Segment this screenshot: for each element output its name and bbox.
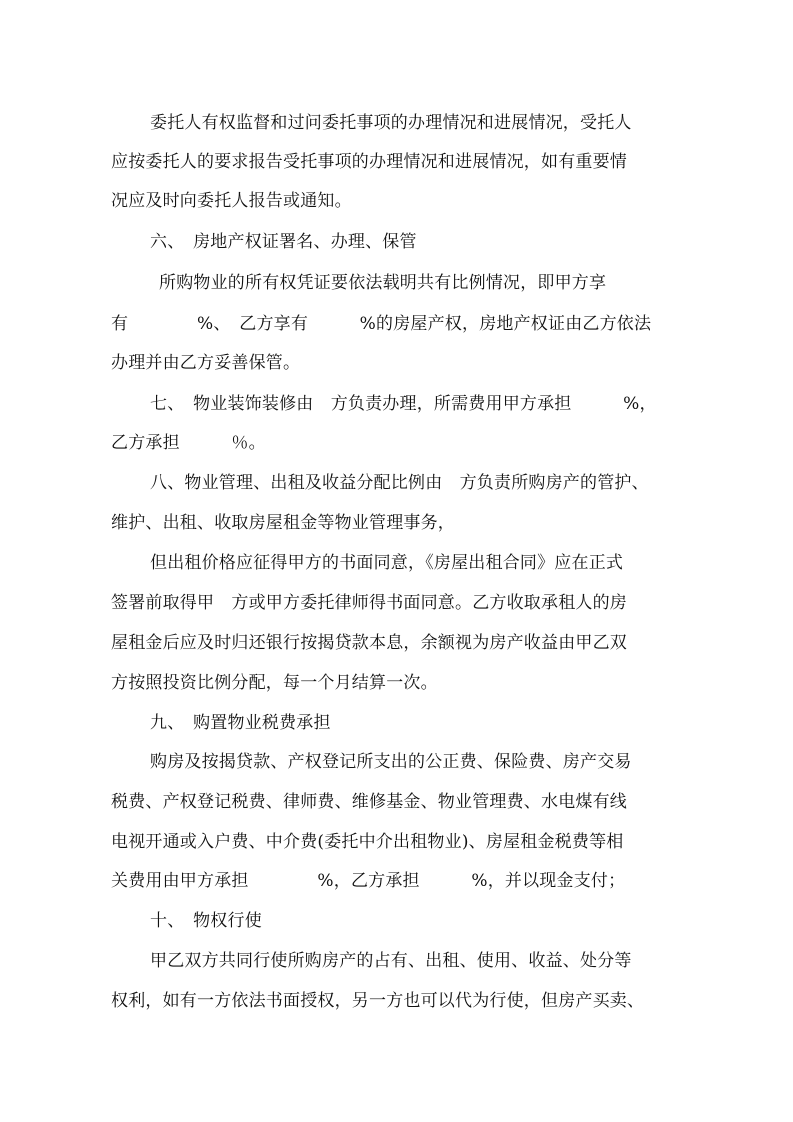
para-taxes-line-2: 税费、产权登记税费、律师费、维修基金、物业管理费、水电煤有线 [111,792,627,812]
para-supervision-line-2: 应按委托人的要求报告受托事项的办理情况和进展情况，如有重要情 [111,152,627,172]
para-ownership-line-3: 办理并由乙方妥善保管。 [111,353,301,373]
section-heading-10: 十、 物权行使 [150,911,262,931]
section-heading-8-line-1: 八、物业管理、出租及收益分配比例由 方负责所购房产的管护、 [150,473,649,493]
section-heading-7-line-2: 乙方承担 ％。 [111,433,266,453]
para-rights-line-2: 权利，如有一方依法书面授权，另一方也可以代为行使，但房产买卖、 [111,991,645,1011]
para-supervision-line-3: 况应及时向委托人报告或通知。 [111,191,352,211]
section-heading-9: 九、 购置物业税费承担 [150,713,331,733]
para-rental-line-3: 屋租金后应及时归还银行按揭贷款本息，余额视为房产收益由甲乙双 [111,633,627,653]
section-heading-6: 六、 房地产权证署名、办理、保管 [150,232,417,252]
para-rental-line-2: 签署前取得甲 方或甲方委托律师得书面同意。乙方收取承租人的房 [111,593,627,613]
para-ownership-line-2: 有 %、 乙方享有 %的房屋产权，房地产权证由乙方依法 [111,314,652,334]
section-heading-8-line-2: 维护、出租、收取房屋租金等物业管理事务， [111,513,455,533]
para-rental-line-4: 方按照投资比例分配，每一个月结算一次。 [111,673,438,693]
para-rental-line-1: 但出租价格应征得甲方的书面同意，《房屋出租合同》应在正式 [150,553,624,573]
para-taxes-line-1: 购房及按揭贷款、产权登记所支出的公正费、保险费、房产交易 [150,752,632,772]
para-taxes-line-3: 电视开通或入户费、中介费(委托中介出租物业)、房屋租金税费等相 [111,832,624,852]
para-supervision-line-1: 委托人有权监督和过问委托事项的办理情况和进展情况，受托人 [150,113,632,133]
para-taxes-line-4: 关费用由甲方承担 %，乙方承担 %，并以现金支付； [111,871,626,891]
para-ownership-line-1: 所购物业的所有权凭证要依法载明共有比例情况，即甲方享 [159,273,607,293]
section-heading-7-line-1: 七、 物业装饰装修由 方负责办理，所需费用甲方承担 %， [150,394,657,414]
para-rights-line-1: 甲乙双方共同行使所购房产的占有、出租、使用、收益、处分等 [150,951,632,971]
